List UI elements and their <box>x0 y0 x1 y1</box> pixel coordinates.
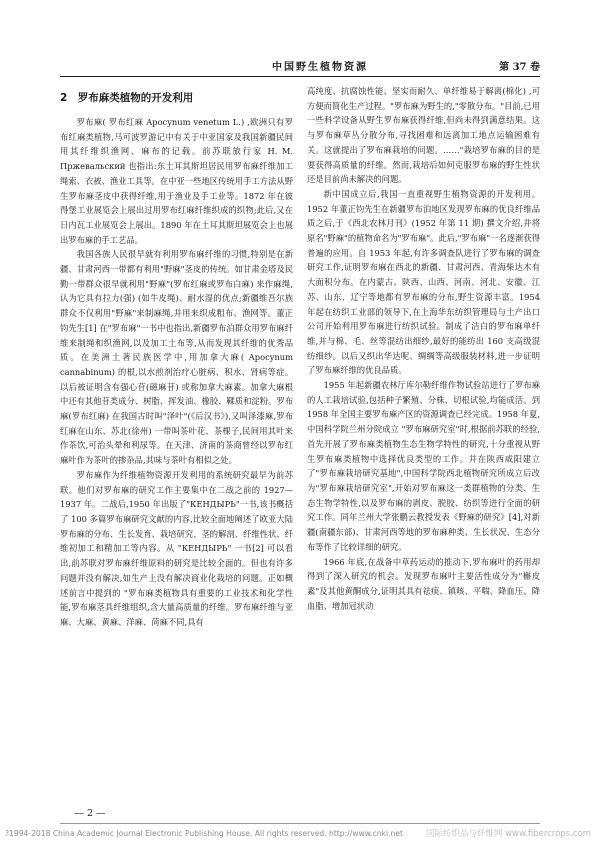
paragraph: 新中国成立后,我国一直重视野生植物资源的开发利用。1952 年董正钧先生在新疆罗布泊地区发现罗布麻的优良纤维品质之后,于《西北农林月刊》(1952 年第 11 期) 撰文介绍,并将原名"野麻"的植物命名为"罗布麻"。此后,"罗布麻"一名逐渐获得普遍的应用。自 1953 年起,有许多调查队进行了罗布麻的调查研究工作,证明罗布麻在西北的新疆、甘肃河西、青海柴达木有大面积分布。在内蒙古、陕西、山西、河南、河北、安徽、江苏、山东、辽宁等地都有罗布麻的分布,野生资源丰富。1954 年起在纺织工业部的领导下,在上海华东纺织管理局与土产出口公司开始利用罗布麻进行纺织试验。制成了洁白的罗布麻单纤维,并与棉、毛、丝等混纺出细纱,最好的能纺出 160 支高级混纺细纱。以后又织出华达呢、绸绸等高级服装材料,进一步证明了罗布麻纤维的优良品质。 <box>307 188 540 376</box>
paragraph: 我国各族人民很早就有利用罗布麻纤维的习惯,特别是在新疆、甘肃河西一带都有利用"野麻"茎皮的传统。如甘肃金塔及民勤一带群众很早就利用"野麻"(罗布红麻或罗布白麻) 来作麻绳,认为它具有拉力(强) (如牛皮绳)、耐水湿的优点;新疆维吾尔族群众不仅利用"野麻"来制麻绳,并用来织成粗布、渔网等。董正钧先生[1] 在"罗布麻"一书中也指出,新疆罗布泊群众用罗布麻纤维来制绳和织渔网,以及加工土布等,从而发现其纤维的优秀品质。在美洲土著民族医学中,用加拿大麻( Apocynum cannabinum) 的根,以水煎剂治疗心脏病、积水、肾病等症。以后被证明含有强心苷(磁麻苷) 或称加拿大麻素。加拿大麻根中还有其他苷类成分、树脂、挥发油、橡胶、鞣质和淀粉。罗布麻(罗布红麻) 在我国古时叫"泽叶"(《后汉书》),又叫泽漆麻,罗布红麻在山东、苏北(徐州) 一带叫茶叶花、茶棵子,民间用其叶来作茶饮,可治头晕和利尿等。在天津、济南的茶商曾经以罗布红麻叶作为茶叶的掺杂品,其味与茶叶有相似之处。 <box>60 249 293 466</box>
right-column <box>307 84 540 613</box>
section-heading: 2 罗布麻类植物的开发利用 <box>60 92 194 104</box>
page-number: — 2 — <box>74 808 106 819</box>
watermark: 国际纺织品与纤维网 www.fibercrops.com <box>425 829 591 839</box>
paragraph: 罗布麻作为纤维植物资源开发利用的系统研究最早为前苏联。他们对罗布麻的研究工作主要集中在二战之前的 1927—1937 年。二战后,1950 年出版了"КЕНДЫРЬ"一书,该书概括了 100 多篇罗布麻研究文献的内容,比较全面地阐述了欧亚大陆罗布麻的分布、生长发育、栽培研究、茎的解剖、纤维性状、纤维初加工和精加工等内容。从 "КЕНДЫРЬ" 一书[2] 可以看出,前苏联对罗布麻纤维原料的研究是比较全面的。但也有许多问题并没有解决,如生产上没有解决商业化栽培的问题。正如概述前言中提到的 "罗布麻类植物具有重要的工业技术和化学性能,罗布麻茎具纤维组织,含大量高质量的纤维。罗布麻纤维与亚麻、大麻、黄麻、洋麻、苘麻不同,具有 <box>60 469 293 627</box>
volume-label: 第 37 卷 <box>499 62 540 73</box>
paragraph: 1966 年底,在战备中草药运动的推动下,罗布麻叶的药用却得到了深入研究的机会。发现罗布麻叶主要活性成分为"槲皮素"及其他黄酮成分,证明其具有祛痰、镇咳、平喘、降血压、降血脂、增加冠状动 <box>307 556 540 611</box>
journal-title: 中国野生植物资源 <box>272 62 368 73</box>
paragraph: 罗布麻( 罗布红麻 Apocynum venetum L.) ,欧洲只有罗布红麻类植物,马可波罗游记中有关于中亚国家及我国新疆民间用其纤维织渔网、麻布的记载。前苏联旅行家 H. M. Пржевальский 也指出:东土耳其斯坦居民用罗布麻纤维加工绳索、衣被、渔业工具等。在中亚一些地区传统用手工方法从野生罗布麻茎皮中获得纤维,用于渔业及手工业等。1872 年在彼得堡工业展览会上展出过用罗布红麻纤维织成的织物;此后,又在日内瓦工业展览会上展出。1890 年在土耳其斯坦展览会上也展出罗布麻的手工艺品。 <box>60 117 293 245</box>
left-column <box>60 84 293 630</box>
paragraph: 1955 年起新疆农林厅库尔勒纤维作物试验站进行了罗布麻的人工栽培试验,包括种子繁殖、分株、切根试验,均能成活。到 1958 年全国主要罗布麻产区的资源调查已经完成。1958 年夏,中国科学院兰州分院成立 "罗布麻研究室"时,根据前苏联的经验,首先开展了罗布麻类植物生态生物学特性的研究,十分重视从野生罗布麻类植物中选择优良类型的工作。并在陕西咸阳建立了"罗布麻栽培研究基地",中国科学院西北植物研究所成立后改为"罗布麻栽培研究室",开始对罗布麻这一类群植物的分类、生态生物学特性,以及罗布麻的剥皮、脱胶、纺织等进行全面的研究工作。同年兰州大学张鹏云教授发表《野麻的研究》[4],对新疆(南疆东部)、甘肃河西等地的罗布麻种类、生长状况、生态分布等作了比较详细的研究。 <box>307 380 540 552</box>
footer-rule <box>60 823 540 824</box>
header-rule <box>60 76 540 77</box>
copyright-line: ?1994-2018 China Academic Journal Electronic Publishing House. All rights reserved. http://www.cnki.net <box>5 829 404 838</box>
page-header <box>60 58 540 76</box>
paragraph: 高纯度、抗腐蚀性能、坚实而耐久、单纤维易于解离(棉化) ,可方便而简化生产过程。"罗布麻为野生的,"零散分布。"目前,已用一些科学设备从野生罗布麻获得纤维,但尚未得到满意结果。这与罗布麻草丛分散分布,寻找困难和远离加工地点运输困难有关。这就提出了罗布麻栽培的问题。……"栽培罗布麻的目的是要获得高质量的纤维。然而,栽培后如何克服罗布麻的野生性状还是目前尚未解决的问题。 <box>307 86 540 185</box>
